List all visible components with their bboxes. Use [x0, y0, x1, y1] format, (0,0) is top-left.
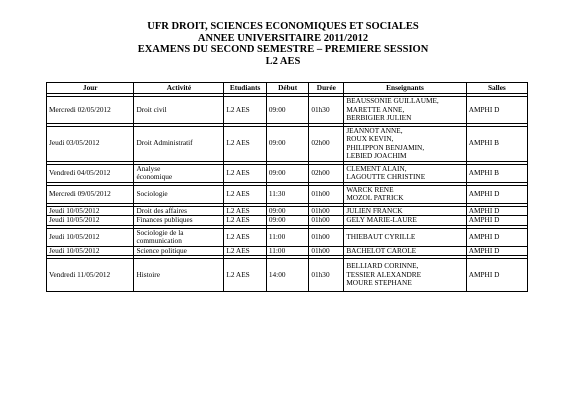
cell-duree — [309, 97, 344, 124]
activite-line: Sociologie — [136, 188, 168, 198]
etudiants-text: L2 AES — [226, 215, 250, 224]
column-header-jour: Jour — [47, 83, 134, 94]
activite-line: communication — [136, 236, 182, 245]
cell-activite — [134, 206, 224, 216]
duree-text: 01h30 — [311, 269, 330, 279]
activite-line: Histoire — [136, 269, 160, 279]
enseignant-name: GELY MARIE-LAURE — [346, 215, 417, 224]
jour-text: Mercredi 09/05/2012 — [49, 188, 111, 198]
activite-line: Droit civil — [136, 104, 167, 114]
debut-text: 09:00 — [268, 215, 286, 224]
duree-text: 02h00 — [311, 138, 330, 148]
jour-text: Vendredi 11/05/2012 — [49, 269, 111, 279]
duree-text: 02h00 — [311, 167, 330, 177]
column-header-enseignants: Enseignants — [344, 83, 466, 94]
etudiants-text: L2 AES — [226, 269, 250, 279]
enseignant-name: ROUX KEVIN, — [346, 134, 394, 143]
table-header-row — [47, 83, 528, 94]
cell-debut — [266, 126, 308, 161]
cell-etudiants — [224, 228, 266, 246]
cell-etudiants — [224, 206, 266, 216]
salle-text: AMPHI D — [468, 104, 500, 114]
cell-debut — [266, 164, 308, 182]
enseignant-name: THIEBAUT CYRILLE — [346, 231, 416, 241]
cell-salle — [466, 206, 527, 216]
table-row — [47, 246, 528, 256]
table-row — [47, 206, 528, 216]
cell-jour — [47, 185, 134, 203]
column-header-activite: Activité — [134, 83, 224, 94]
cell-duree — [309, 185, 344, 203]
cell-debut — [266, 97, 308, 124]
table-row — [47, 126, 528, 161]
cell-debut — [266, 216, 308, 226]
column-header-salles: Salles — [466, 83, 527, 94]
enseignant-name: WARCK RENE — [346, 185, 394, 194]
enseignant-name: PHILIPPON BENJAMIN, — [346, 142, 425, 152]
salle-text: AMPHI D — [468, 269, 500, 279]
enseignant-name: MOURE STEPHANE — [346, 278, 412, 288]
salle-text: AMPHI D — [468, 206, 500, 215]
enseignant-name: MOZOL PATRICK — [346, 193, 404, 202]
cell-jour — [47, 206, 134, 216]
exam-schedule-table — [46, 82, 528, 292]
document-header — [0, 21, 566, 67]
salle-text: AMPHI D — [468, 188, 500, 198]
cell-jour — [47, 164, 134, 182]
cell-activite — [134, 126, 224, 161]
cell-debut — [266, 259, 308, 292]
cell-activite — [134, 185, 224, 203]
salle-text: AMPHI D — [468, 231, 500, 241]
etudiants-text: L2 AES — [226, 138, 250, 148]
enseignant-name: CLEMENT ALAIN, — [346, 164, 407, 173]
cell-enseignants — [344, 246, 466, 256]
cell-activite — [134, 97, 224, 124]
table-row — [47, 259, 528, 292]
header-faculty: UFR DROIT, SCIENCES ECONOMIQUES ET SOCIALES — [147, 21, 419, 32]
cell-debut — [266, 185, 308, 203]
etudiants-text: L2 AES — [226, 231, 250, 241]
cell-salle — [466, 185, 527, 203]
cell-etudiants — [224, 216, 266, 226]
cell-duree — [309, 246, 344, 256]
table-row — [47, 228, 528, 246]
enseignant-name: BACHELOT CAROLE — [346, 246, 417, 255]
cell-salle — [466, 228, 527, 246]
cell-enseignants — [344, 126, 466, 161]
enseignant-name: LEBIED JOACHIM — [346, 151, 407, 160]
cell-debut — [266, 246, 308, 256]
cell-debut — [266, 228, 308, 246]
enseignant-name: BELLIARD CORINNE, — [346, 261, 419, 271]
column-header-etudiants: Etudiants — [224, 83, 266, 94]
duree-text: 01h00 — [311, 206, 330, 215]
activite-line: Science politique — [136, 246, 187, 255]
cell-jour — [47, 216, 134, 226]
cell-jour — [47, 126, 134, 161]
cell-enseignants — [344, 206, 466, 216]
table-row — [47, 216, 528, 226]
jour-text: Jeudi 10/05/2012 — [49, 246, 100, 255]
cell-salle — [466, 126, 527, 161]
debut-text: 09:00 — [268, 138, 286, 148]
duree-text: 01h00 — [311, 188, 330, 198]
cell-duree — [309, 259, 344, 292]
activite-line: Droit Administratif — [136, 138, 193, 148]
cell-salle — [466, 216, 527, 226]
table-row — [47, 164, 528, 182]
cell-enseignants — [344, 259, 466, 292]
enseignant-name: JEANNOT ANNE, — [346, 126, 403, 135]
salle-text: AMPHI B — [468, 138, 499, 148]
cell-duree — [309, 126, 344, 161]
debut-text: 09:00 — [268, 206, 286, 215]
cell-etudiants — [224, 164, 266, 182]
etudiants-text: L2 AES — [226, 206, 250, 215]
debut-text: 09:00 — [268, 167, 286, 177]
jour-text: Jeudi 03/05/2012 — [49, 138, 100, 148]
table-row — [47, 97, 528, 124]
cell-duree — [309, 164, 344, 182]
cell-enseignants — [344, 185, 466, 203]
cell-enseignants — [344, 164, 466, 182]
debut-text: 11:30 — [268, 188, 286, 198]
duree-text: 01h00 — [311, 246, 330, 255]
cell-salle — [466, 246, 527, 256]
header-academic-year: ANNEE UNIVERSITAIRE 2011/2012 — [197, 32, 369, 44]
jour-text: Jeudi 10/05/2012 — [49, 231, 100, 241]
activite-line: Finances publiques — [136, 215, 193, 224]
cell-etudiants — [224, 126, 266, 161]
cell-etudiants — [224, 185, 266, 203]
header-exam-session: EXAMENS DU SECOND SEMESTRE – PREMIERE SESSION — [137, 44, 429, 55]
cell-jour — [47, 228, 134, 246]
cell-salle — [466, 97, 527, 124]
header-program: L2 AES — [265, 55, 301, 67]
cell-activite — [134, 216, 224, 226]
cell-etudiants — [224, 259, 266, 292]
enseignant-name: TESSIER ALEXANDRE — [346, 269, 422, 279]
enseignant-name: JULIEN FRANCK — [346, 206, 403, 215]
enseignant-name: LAGOUTTE CHRISTINE — [346, 172, 426, 181]
debut-text: 09:00 — [268, 104, 286, 114]
debut-text: 11:00 — [268, 246, 286, 255]
jour-text: Vendredi 04/05/2012 — [49, 167, 111, 177]
cell-jour — [47, 246, 134, 256]
activite-line: Analyse — [136, 164, 161, 173]
etudiants-text: L2 AES — [226, 188, 250, 198]
cell-duree — [309, 206, 344, 216]
etudiants-text: L2 AES — [226, 104, 250, 114]
column-header-duree: Durée — [309, 83, 344, 94]
jour-text: Jeudi 10/05/2012 — [49, 206, 100, 215]
cell-etudiants — [224, 97, 266, 124]
activite-line: économique — [136, 172, 173, 181]
cell-duree — [309, 228, 344, 246]
table-body — [47, 94, 528, 292]
cell-enseignants — [344, 216, 466, 226]
column-header-debut: Début — [266, 83, 308, 94]
salle-text: AMPHI D — [468, 215, 500, 224]
activite-line: Droit des affaires — [136, 206, 187, 215]
etudiants-text: L2 AES — [226, 246, 250, 255]
salle-text: AMPHI B — [468, 167, 499, 177]
activite-line: Sociologie de la — [136, 228, 184, 237]
cell-duree — [309, 216, 344, 226]
duree-text: 01h30 — [311, 104, 330, 114]
salle-text: AMPHI D — [468, 246, 500, 255]
cell-jour — [47, 259, 134, 292]
cell-salle — [466, 259, 527, 292]
debut-text: 14:00 — [268, 269, 286, 279]
cell-activite — [134, 246, 224, 256]
cell-activite — [134, 228, 224, 246]
cell-activite — [134, 259, 224, 292]
cell-enseignants — [344, 228, 466, 246]
duree-text: 01h00 — [311, 215, 330, 224]
cell-debut — [266, 206, 308, 216]
etudiants-text: L2 AES — [226, 167, 250, 177]
cell-jour — [47, 97, 134, 124]
cell-enseignants — [344, 97, 466, 124]
jour-text: Jeudi 10/05/2012 — [49, 215, 100, 224]
cell-salle — [466, 164, 527, 182]
debut-text: 11:00 — [268, 231, 286, 241]
jour-text: Mercredi 02/05/2012 — [49, 104, 111, 114]
enseignant-name: BEAUSSONIE GUILLAUME, — [346, 96, 439, 105]
table-row — [47, 185, 528, 203]
enseignant-name: BERBIGIER JULIEN — [346, 113, 412, 122]
duree-text: 01h00 — [311, 231, 330, 241]
cell-activite — [134, 164, 224, 182]
enseignant-name: MARETTE ANNE, — [346, 104, 405, 114]
cell-etudiants — [224, 246, 266, 256]
